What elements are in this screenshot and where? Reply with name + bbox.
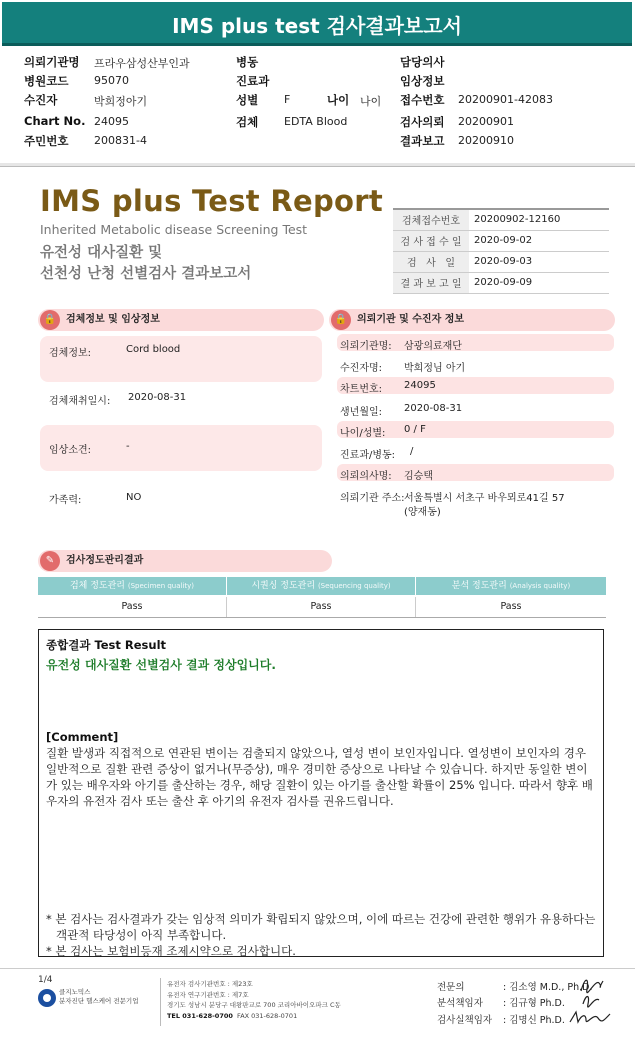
meta-row [393,272,609,293]
meta-label: 검 사 접 수 일 [393,230,469,251]
result-heading: 종합결과 Test Result [46,638,167,652]
quality-value: Pass [310,601,332,612]
info-value: 200831-4 [94,134,147,147]
info-label: 의뢰기관명 [24,55,80,69]
divider [0,968,635,969]
patient-value: 2020-08-31 [404,403,463,414]
info-label: 수진자 [24,93,58,107]
patient-value: / [410,446,414,457]
section-title: 의뢰기관 및 수진자 정보 [357,314,465,325]
divider [160,978,161,1026]
report-banner: IMS plus test 검사결과보고서 [2,2,632,46]
result-notes [46,911,598,959]
patient-value: 0 / F [404,424,426,435]
result-summary: 유전성 대사질환 선별검사 결과 정상입니다. [46,658,276,672]
quality-value: Pass [121,601,143,612]
page-number: 1/4 [38,975,53,985]
info-label: 성별 [236,93,259,107]
info-label: 임상정보 [400,74,445,88]
specimen-value: Cord blood [126,344,181,355]
specimen-section-header [38,309,324,331]
info-label: 담당의사 [400,55,445,69]
patient-label: 나이/성별: [340,428,386,439]
patient-label: 의뢰기관명: [340,341,392,352]
company-logo [38,989,56,1007]
company-info: 유전자 검사기관번호 : 제23호 유전자 연구기관번호 : 제7호 경기도 성남시 분당구 대왕판교로 700 코리아바이오파크 C동 TEL 031-628-0700 FAX 031-628-0701 [167,980,341,1020]
address-label: 의뢰기관 주소: [340,493,405,504]
meta-value: 2020-09-03 [469,251,609,272]
report-meta-table [393,208,609,294]
info-value: 프라우삼성산부인과 [94,57,190,70]
info-label: 접수번호 [400,93,445,107]
section-title: 검체정보 및 임상정보 [66,314,160,325]
quality-col-header: 시퀀싱 정도관리 (Sequencing quality) [227,577,415,595]
info-label: 결과보고 [400,134,445,148]
specimen-value: NO [126,492,142,503]
specimen-label: 검체정보: [49,348,92,359]
info-value: 박희정아기 [94,95,148,108]
info-value: 20200901-42083 [458,93,553,106]
info-label: 병동 [236,55,259,69]
top-info-grid [22,54,627,154]
info-value: EDTA Blood [284,115,348,128]
meta-value: 2020-09-02 [469,230,609,251]
report-korean-title-1: 유전성 대사질환 및 [40,245,163,261]
meta-row [393,209,609,230]
patient-section-header [329,309,615,331]
patient-value: 박희정님 아기 [404,363,466,374]
section-title: 검사정도관리결과 [66,555,144,566]
specimen-label: 검체채취일시: [49,396,111,407]
info-label: 진료과 [236,74,270,88]
info-label: 검체 [236,115,259,129]
patient-label: 수진자명: [340,363,383,374]
meta-label: 결 과 보 고 일 [393,272,469,293]
address-line-1: 서울특별시 서초구 바우뫼로41길 57 [404,493,565,504]
patient-value: 삼광의료재단 [404,341,462,352]
divider [38,617,606,618]
patient-value: 24095 [404,380,436,391]
clipboard-icon: ✎ [40,551,60,571]
meta-value: 2020-09-09 [469,272,609,293]
report-title: IMS plus Test Report [40,184,383,218]
info-label: Chart No. [24,114,86,128]
meta-label: 검 사 일 [393,251,469,272]
meta-value: 20200902-12160 [469,209,609,230]
divider [0,166,635,167]
info-value: 95070 [94,74,129,87]
info-label: 병원코드 [24,74,69,88]
specimen-label: 가족력: [49,495,82,506]
specimen-value: 2020-08-31 [128,392,187,403]
signer-row: 전문의 : 김소영 M.D., Ph.D. [437,982,593,993]
note: * 본 검사는 보험비등재 조제시약으로 검사합니다. [46,944,296,958]
quality-col-header: 검체 정도관리 (Specimen quality) [38,577,226,595]
comment-heading: [Comment] [46,730,119,744]
report-korean-title-2: 선천성 난청 선별검사 결과보고서 [40,266,252,282]
info-value: 20200910 [458,134,514,147]
meta-row [393,251,609,272]
age-value: 나이 [360,95,382,108]
quality-section-header [38,550,332,572]
specimen-info-box [40,336,322,382]
info-value: 24095 [94,115,129,128]
report-subtitle: Inherited Metabolic disease Screening Test [40,222,308,237]
comment-text: 질환 발생과 직접적으로 연관된 변이는 검출되지 않았으나, 열성 변이 보인자입니다. 열성변이 보인자의 경우 일반적으로 질환 관련 증상이 없거나(무증상), 매우 경미한 증상으로 나타날 수 있습니다. 하지만 동일한 변이가 있는 배우자와 아기를 출산하는 경우, 해당 질환이 있는 아기를 출산할 확률이 25% 입니다. 따라서 향후 배우자의 유전자 검사 또는 출산 후 아기의 유전자 검사를 권유드립니다. [46,746,593,808]
info-label: 검사의뢰 [400,115,445,129]
patient-label: 진료과/병동: [340,450,396,461]
info-value: 20200901 [458,115,514,128]
lock-icon: 🔒 [331,310,351,330]
note: * 본 검사는 검사결과가 갖는 임상적 의미가 확립되지 않았으며, 이에 따르는 건강에 관련한 행위가 유용하다는 객관적 타당성이 아직 부족합니다. [46,912,596,942]
age-label: 나이 [327,93,350,107]
specimen-label: 임상소견: [49,445,92,456]
address-line-2: (양재동) [404,507,441,518]
patient-label: 차트번호: [340,384,383,395]
meta-label: 검체접수번호 [393,209,469,230]
lock-icon: 🔒 [40,310,60,330]
signer-row: 검사실책임자 : 김명신 Ph.D. [437,1015,565,1026]
signer-row: 분석책임자 : 김규형 Ph.D. [437,998,565,1009]
info-label: 주민번호 [24,134,69,148]
quality-value: Pass [500,601,522,612]
quality-col-header: 분석 정도관리 (Analysis quality) [416,577,606,595]
patient-value: 김승택 [404,471,433,482]
company-name: 클지노믹스 분자진단 헬스케어 전문기업 [59,988,139,1005]
signature-image [568,1008,612,1026]
patient-label: 생년월일: [340,407,383,418]
signature-image [580,992,602,1008]
meta-row [393,230,609,251]
patient-label: 의뢰의사명: [340,471,392,482]
specimen-value: - [126,441,130,452]
info-value: F [284,93,291,106]
